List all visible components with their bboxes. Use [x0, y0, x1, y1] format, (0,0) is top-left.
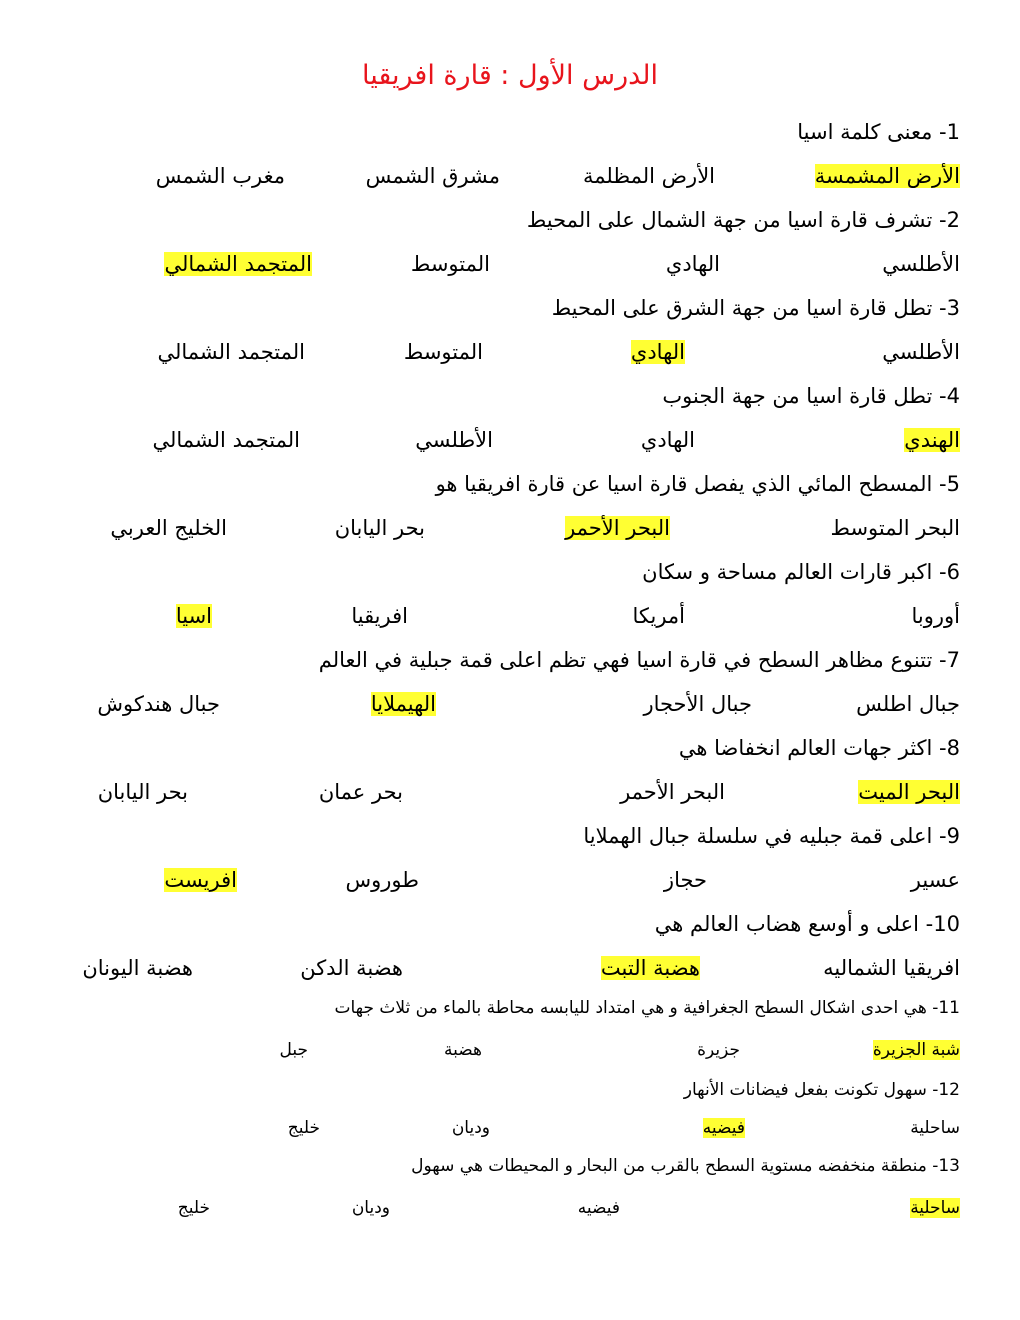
option-q3-3: المتوسط — [403, 340, 483, 364]
option-q5-4: الخليج العربي — [110, 516, 227, 540]
question-1: 1- معنى كلمة اسيا — [797, 120, 960, 144]
answer-option-q8-1: البحر الميت — [858, 780, 960, 804]
option-q9-1: عسير — [910, 868, 960, 892]
option-q10-1: افريقيا الشماليه — [823, 956, 960, 980]
option-q1-2: الأرض المظلمة — [583, 164, 715, 188]
answer-option-q2-4: المتجمد الشمالي — [164, 252, 312, 276]
answer-option-q3-2: الهادي — [630, 340, 685, 364]
answer-option-q1-1: الأرض المشمسة — [814, 164, 960, 188]
option-q10-4: هضبة اليونان — [82, 956, 193, 980]
option-q1-3: مشرق الشمس — [365, 164, 500, 188]
option-q8-2: البحر الأحمر — [620, 780, 725, 804]
answer-option-q5-2: البحر الأحمر — [565, 516, 670, 540]
option-q12-1: ساحلية — [910, 1118, 960, 1138]
option-q9-2: حجاز — [663, 868, 707, 892]
option-q3-1: الأطلسي — [882, 340, 960, 364]
answer-option-q7-3: الهيملايا — [370, 692, 436, 716]
question-13: 13- منطقة منخفضه مستوية السطح بالقرب من البحار و المحيطات هي سهول — [411, 1156, 960, 1176]
page-title: الدرس الأول : قارة افريقيا — [361, 60, 659, 91]
option-q2-2: الهادي — [665, 252, 720, 276]
option-q2-3: المتوسط — [410, 252, 490, 276]
option-q1-4: مغرب الشمس — [155, 164, 285, 188]
question-11: 11- هي احدى اشكال السطح الجغرافية و هي امتداد لليابسه محاطة بالماء من ثلاث جهات — [334, 998, 960, 1018]
option-q7-4: جبال هندكوش — [97, 692, 220, 716]
option-q6-2: أمريكا — [632, 604, 685, 628]
option-q12-4: خليج — [287, 1118, 320, 1138]
option-q7-1: جبال اطلس — [856, 692, 960, 716]
option-q7-2: جبال الأحجار — [643, 692, 752, 716]
option-q13-2: فيضيه — [577, 1198, 620, 1218]
answer-option-q10-2: هضبة التبت — [600, 956, 700, 980]
option-q4-2: الهادي — [640, 428, 695, 452]
option-q4-3: الأطلسي — [415, 428, 493, 452]
option-q10-3: هضبة الدكن — [300, 956, 403, 980]
option-q12-3: وديان — [451, 1118, 490, 1138]
option-q9-3: طوروس — [345, 868, 419, 892]
option-q11-4: جبل — [279, 1040, 308, 1060]
option-q5-3: بحر اليابان — [334, 516, 425, 540]
answer-option-q13-1: ساحلية — [910, 1198, 960, 1218]
option-q8-4: بحر اليابان — [97, 780, 188, 804]
question-12: 12- سهول تكونت بفعل فيضانات الأنهار — [683, 1080, 960, 1100]
option-q8-3: بحر عمان — [318, 780, 403, 804]
question-6: 6- اكبر قارات العالم مساحة و سكان — [642, 560, 960, 584]
option-q4-4: المتجمد الشمالي — [152, 428, 300, 452]
answer-option-q6-4: اسيا — [175, 604, 212, 628]
option-q6-1: أوروبا — [911, 604, 960, 628]
question-10: 10- اعلى و أوسع هضاب العالم هي — [654, 912, 960, 936]
answer-option-q11-1: شبة الجزيرة — [872, 1040, 960, 1060]
answer-option-q4-1: الهندي — [904, 428, 960, 452]
option-q3-4: المتجمد الشمالي — [157, 340, 305, 364]
option-q6-3: افريقيا — [351, 604, 408, 628]
question-7: 7- تتنوع مظاهر السطح في قارة اسيا فهي تظم اعلى قمة جبلية في العالم — [318, 648, 960, 672]
option-q11-3: هضبة — [444, 1040, 482, 1060]
option-q11-2: جزيرة — [697, 1040, 740, 1060]
option-q13-3: وديان — [351, 1198, 390, 1218]
question-8: 8- اكثر جهات العالم انخفاضا هي — [678, 736, 960, 760]
question-5: 5- المسطح المائي الذي يفصل قارة اسيا عن قارة افريقيا هو — [435, 472, 960, 496]
question-2: 2- تشرف قارة اسيا من جهة الشمال على المحيط — [526, 208, 960, 232]
question-4: 4- تطل قارة اسيا من جهة الجنوب — [662, 384, 960, 408]
option-q5-1: البحر المتوسط — [830, 516, 960, 540]
option-q2-1: الأطلسي — [882, 252, 960, 276]
question-3: 3- تطل قارة اسيا من جهة الشرق على المحيط — [551, 296, 960, 320]
answer-option-q12-2: فيضيه — [702, 1118, 745, 1138]
option-q13-4: خليج — [177, 1198, 210, 1218]
answer-option-q9-4: افريست — [164, 868, 237, 892]
question-9: 9- اعلى قمة جبليه في سلسلة جبال الهملايا — [583, 824, 960, 848]
